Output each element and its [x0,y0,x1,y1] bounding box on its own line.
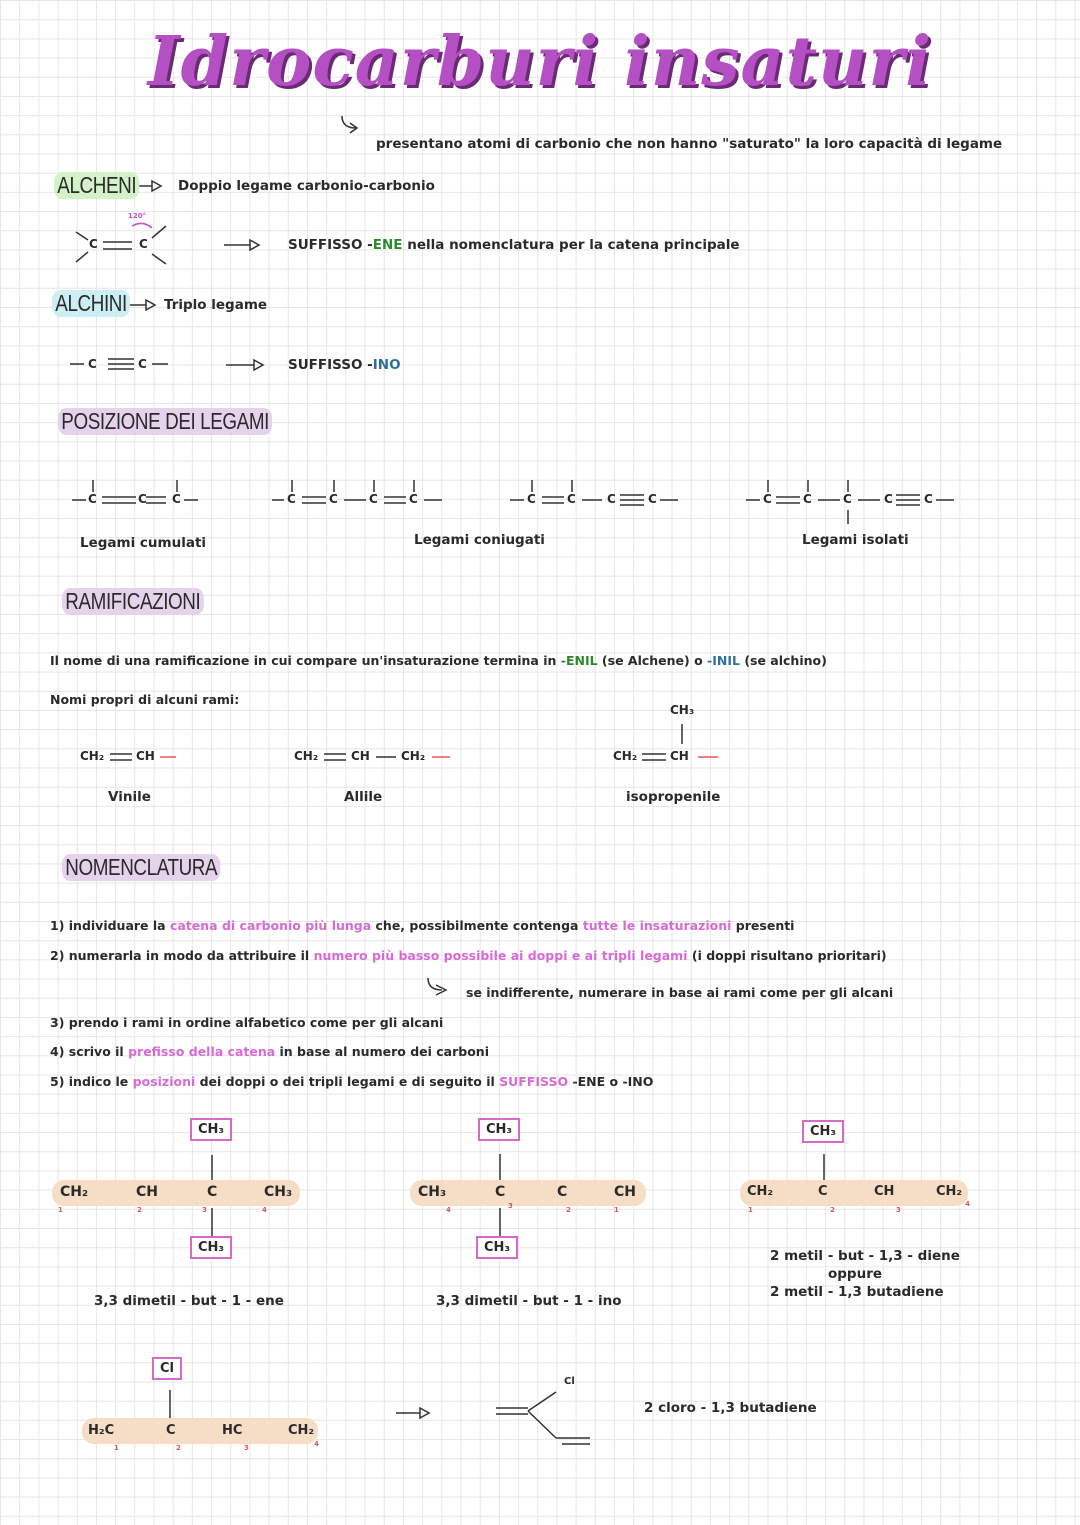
substituent-box: CH₃ [190,1118,232,1141]
suffix-prefix: SUFFISSO - [288,357,373,373]
carbon-number: 1 [58,1206,63,1214]
atom-c: C [924,492,933,506]
alchini-heading: ALCHINI [52,290,130,317]
rule-text: presenti [731,918,795,933]
isopropenile-formula-b: CH [670,749,689,763]
atom-c: C [843,492,852,506]
isopropenile-formula-a: CH₂ [613,749,638,763]
chain-atom: CH₃ [264,1184,293,1200]
carbon-number: 1 [614,1206,619,1214]
atom-c: C [329,492,338,506]
atom-c: C [369,492,378,506]
chain-atom: CH [136,1184,158,1200]
vinile-name: Vinile [108,789,151,805]
suffix-ino: INO [372,357,401,373]
allile-structure [324,754,450,760]
main-chain-highlight [82,1418,318,1444]
enil-suffix: -ENIL [560,653,598,668]
hook-arrow-icon [428,978,446,995]
chain-atom: CH [874,1184,895,1199]
chain-atom: C [495,1184,506,1200]
rule-text: (i doppi risultano prioritari) [687,948,887,963]
main-chain-highlight [52,1180,300,1206]
substituent-box: Cl [152,1357,182,1380]
carbon-number: 2 [566,1206,571,1214]
rule-text: che, possibilmente contenga [371,918,583,933]
cumulati-label: Legami cumulati [80,535,207,551]
alcheni-heading: ALCHENI [54,172,139,199]
atom-c: C [567,492,576,506]
rule-text: in base al numero dei carboni [275,1044,489,1059]
carbon-number: 2 [137,1206,142,1214]
atom-c: C [884,492,893,506]
rule-4 [50,1044,489,1059]
chain-atom: C [207,1184,218,1200]
subtitle: presentano atomi di carbonio che non hanno "saturato" la loro capacità di legame [376,136,1003,152]
rule-2 [50,948,887,963]
substituent-box: CH₃ [190,1236,232,1259]
substituent-box: CH₃ [476,1236,518,1259]
carbon-number: 2 [830,1206,835,1214]
arrow-icon [226,360,263,370]
hook-arrow-icon [342,116,357,133]
rule-3: 3) prendo i rami in ordine alfabetico come per gli alcani [50,1015,444,1030]
vinile-formula-a: CH₂ [80,749,105,763]
example-4-name: 2 cloro - 1,3 butadiene [644,1400,817,1416]
suffix-prefix: SUFFISSO - [288,237,373,253]
chain-atom: C [818,1184,828,1199]
chain-atom: C [166,1423,176,1438]
rule-text: 1) individuare la [50,918,170,933]
atom-c: C [648,492,657,506]
arrow-icon [126,300,155,310]
rule-highlight: posizioni [132,1074,196,1089]
atom-c: C [409,492,418,506]
chain-atom: H₂C [88,1423,115,1438]
allile-formula-c: CH₂ [401,749,426,763]
inil-suffix: -INIL [707,653,740,668]
chain-atom: CH₂ [936,1184,963,1199]
rule-text: 5) indico le [50,1074,133,1089]
rule-5 [50,1074,653,1089]
alchini-description: Triplo legame [164,297,268,313]
alcheni-suffix-rule [288,237,740,253]
substituent-box: CH₃ [802,1120,844,1143]
alkene-atom-right: C [139,237,148,251]
chain-atom: CH [614,1184,636,1200]
carbon-number: 4 [262,1206,267,1214]
atom-c: C [607,492,616,506]
rule-text: 2) numerarla in modo da attribuire il [50,948,314,963]
atom-c: C [88,492,97,506]
allile-formula-b: CH [351,749,370,763]
example-3-name-a: 2 metil - but - 1,3 - diene [770,1248,960,1264]
alchini-suffix-rule [288,357,401,373]
rule-highlight: numero più basso possibile ai doppi e ai tripli legami [313,948,688,963]
ramificazioni-heading: RAMIFICAZIONI [62,588,204,615]
ramificazioni-rule [50,653,827,668]
posizione-heading: POSIZIONE DEI LEGAMI [58,408,272,435]
chain-atom: CH₃ [418,1184,447,1200]
coniugati-label: Legami coniugati [414,532,545,548]
nomenclatura-heading: NOMENCLATURA [62,854,220,881]
alkyne-structure [70,359,168,369]
rule-1 [50,918,794,933]
carbon-number: 4 [314,1440,319,1448]
vinile-formula-b: CH [136,749,155,763]
example-3-name-c: 2 metil - 1,3 butadiene [770,1284,944,1300]
carbon-number: 3 [202,1206,207,1214]
isopropenile-name: isopropenile [626,789,721,805]
atom-c: C [803,492,812,506]
main-chain-highlight [740,1180,968,1206]
chain-atom: CH₂ [747,1184,774,1199]
skeletal-chlorine-label: Cl [564,1376,575,1387]
atom-c: C [287,492,296,506]
atom-c: C [527,492,536,506]
carbon-number: 1 [114,1444,119,1452]
atom-c: C [138,492,147,506]
carbon-number: 3 [896,1206,901,1214]
carbon-number: 4 [446,1206,451,1214]
alkyne-atom-right: C [138,357,147,371]
rule-highlight: catena di carbonio più lunga [169,918,372,933]
rule-2-note: se indifferente, numerare in base ai rami come per gli alcani [466,985,894,1000]
atom-c: C [172,492,181,506]
suffix-ene: ENE [372,237,403,253]
alkyne-atom-left: C [88,357,97,371]
rule-text: 4) scrivo il [50,1044,129,1059]
bond-angle-label: 120° [128,212,147,220]
rule-text: Il nome di una ramificazione in cui compare un'insaturazione termina in [50,653,561,668]
suffix-rest: nella nomenclatura per la catena principale [402,237,740,253]
rule-text: -ENE o -INO [568,1074,654,1089]
substituent-box: CH₃ [478,1118,520,1141]
isopropenile-top: CH₃ [670,703,695,717]
carbon-number: 3 [244,1444,249,1452]
page-title: Idrocarburi insaturi [147,22,933,102]
example-3-name-b: oppure [827,1266,883,1282]
allile-formula-a: CH₂ [294,749,319,763]
rule-highlight: tutte le insaturazioni [582,918,732,933]
alkene-atom-left: C [89,237,98,251]
skeletal-formula [496,1392,590,1444]
rule-text: dei doppi o dei tripli legami e di seguito il [195,1074,500,1089]
carbon-number: 1 [748,1206,753,1214]
example-2-name: 3,3 dimetil - but - 1 - ino [436,1293,622,1309]
isolati-label: Legami isolati [802,532,909,548]
rule-highlight: SUFFISSO [499,1074,569,1089]
rule-highlight: prefisso della catena [128,1044,276,1059]
allile-name: Allile [344,789,383,805]
carbon-number: 3 [508,1202,513,1210]
chain-atom: HC [222,1423,243,1438]
atom-c: C [763,492,772,506]
arrow-icon [224,240,259,250]
rule-text: (se alchino) [739,653,827,668]
carbon-number: 4 [965,1200,970,1208]
arrow-icon [396,1408,429,1418]
chain-atom: CH₂ [288,1423,315,1438]
example-1-name: 3,3 dimetil - but - 1 - ene [94,1293,284,1309]
chain-atom: CH₂ [60,1184,89,1200]
rule-text: (se Alchene) o [597,653,708,668]
carbon-number: 2 [176,1444,181,1452]
rami-intro: Nomi propri di alcuni rami: [50,692,240,707]
chain-atom: C [557,1184,568,1200]
alcheni-description: Doppio legame carbonio-carbonio [178,178,435,194]
